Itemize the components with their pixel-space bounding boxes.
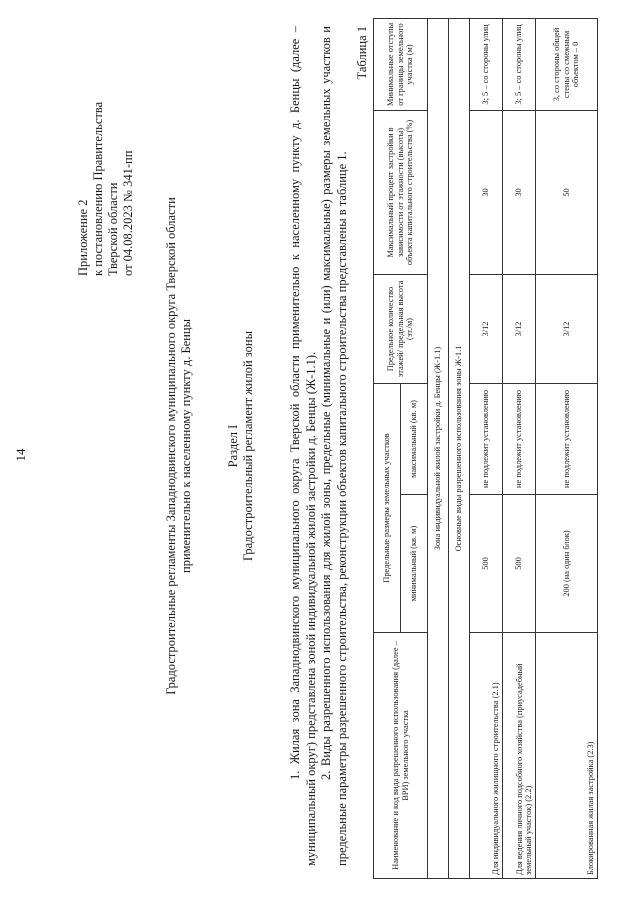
appendix-line: от 04.08.2023 № 341-пп <box>121 150 135 276</box>
cell-floors: 3/12 <box>470 274 503 383</box>
cell-max: не подлежит установлению <box>536 383 598 494</box>
cell-name: Для ведения личного подсобного хозяйства (приусадебный земельный участок) (2.2) <box>503 633 536 879</box>
appendix-block <box>76 26 136 276</box>
cell-setback: 3, со стороны общей стены со смежным объектом – 0 <box>536 18 598 110</box>
header-setback: Минимальные отступы от границы земельного участка (м) <box>374 18 428 110</box>
header-floors: Предельное количество этажей/ предельная высота (эт./м) <box>374 274 428 383</box>
cell-max: не подлежит установлению <box>503 383 536 494</box>
regulation-table <box>373 18 598 879</box>
title-line: Градостроительные регламенты Западнодвинского муниципального округа Тверской области <box>164 197 178 695</box>
header-percent: Максимальный процент застройки в зависимости от этажности (высоты) объекта капитального строительства (%) <box>374 110 428 274</box>
appendix-line: Приложение 2 <box>76 199 90 276</box>
page-number: 14 <box>13 448 28 462</box>
cell-floors: 3/12 <box>503 274 536 383</box>
header-sizes: Предельные размеры земельных участков <box>374 383 401 632</box>
cell-name: Для индивидуального жилищного строительства (2.1) <box>470 633 503 879</box>
cell-percent: 30 <box>470 110 503 274</box>
cell-floors: 3/12 <box>536 274 598 383</box>
cell-min: 500 <box>503 495 536 633</box>
appendix-line: Тверской области <box>106 182 120 276</box>
table-row <box>536 18 598 878</box>
main-kinds-title: Основные виды разрешенного использования зоны Ж-1.1 <box>449 18 470 878</box>
title-line: применительно к населенному пункту д. Бенцы <box>179 319 193 573</box>
section-heading <box>226 96 256 796</box>
header-max: максимальный (кв. м) <box>401 383 428 494</box>
main-kinds-row <box>449 18 470 878</box>
table-header-row <box>374 18 401 878</box>
section-number: Раздел I <box>226 424 240 468</box>
cell-setback: 3; 5 – со стороны улиц <box>470 18 503 110</box>
cell-name: Блокированная жилая застройка (2.3) <box>536 633 598 879</box>
table-label: Таблица 1 <box>355 26 369 80</box>
paragraph-1: 1. Жилая зона Западнодвинского муниципального округа Тверской области применительно к населенному пункту д. Бенцы (далее – муниципальный округ) представлена зоной индивидуальной жилой застройки д. Бенцы (Ж-1.1). <box>288 26 318 866</box>
header-name: Наименование и код вида разрешенного использования (далее – ВРИ) земельного участка <box>374 633 428 879</box>
cell-min: 500 <box>470 495 503 633</box>
cell-percent: 50 <box>536 110 598 274</box>
section-name: Градостроительный регламент жилой зоны <box>241 331 255 562</box>
table-row <box>470 18 503 878</box>
zone-title: Зона индивидуальной жилой застройки д. Бенцы (Ж-1.1) <box>428 18 449 878</box>
table-row <box>503 18 536 878</box>
appendix-line: к постановлению Правительства <box>91 101 105 276</box>
cell-max: не подлежит установлению <box>470 383 503 494</box>
zone-row <box>428 18 449 878</box>
cell-percent: 30 <box>503 110 536 274</box>
paragraph-2: 2. Виды разрешенного использования для жилой зоны, предельные (минимальные и (или) максимальные) размеры земельных участков и предельные параметры разрешенного строительства, реконструкции объектов капитального строительства представлены в таблице 1. <box>319 26 349 866</box>
cell-setback: 3; 5 – со стороны улиц <box>503 18 536 110</box>
header-min: минимальный (кв. м) <box>401 495 428 633</box>
document-title <box>164 96 194 796</box>
cell-min: 200 (на один блок) <box>536 495 598 633</box>
